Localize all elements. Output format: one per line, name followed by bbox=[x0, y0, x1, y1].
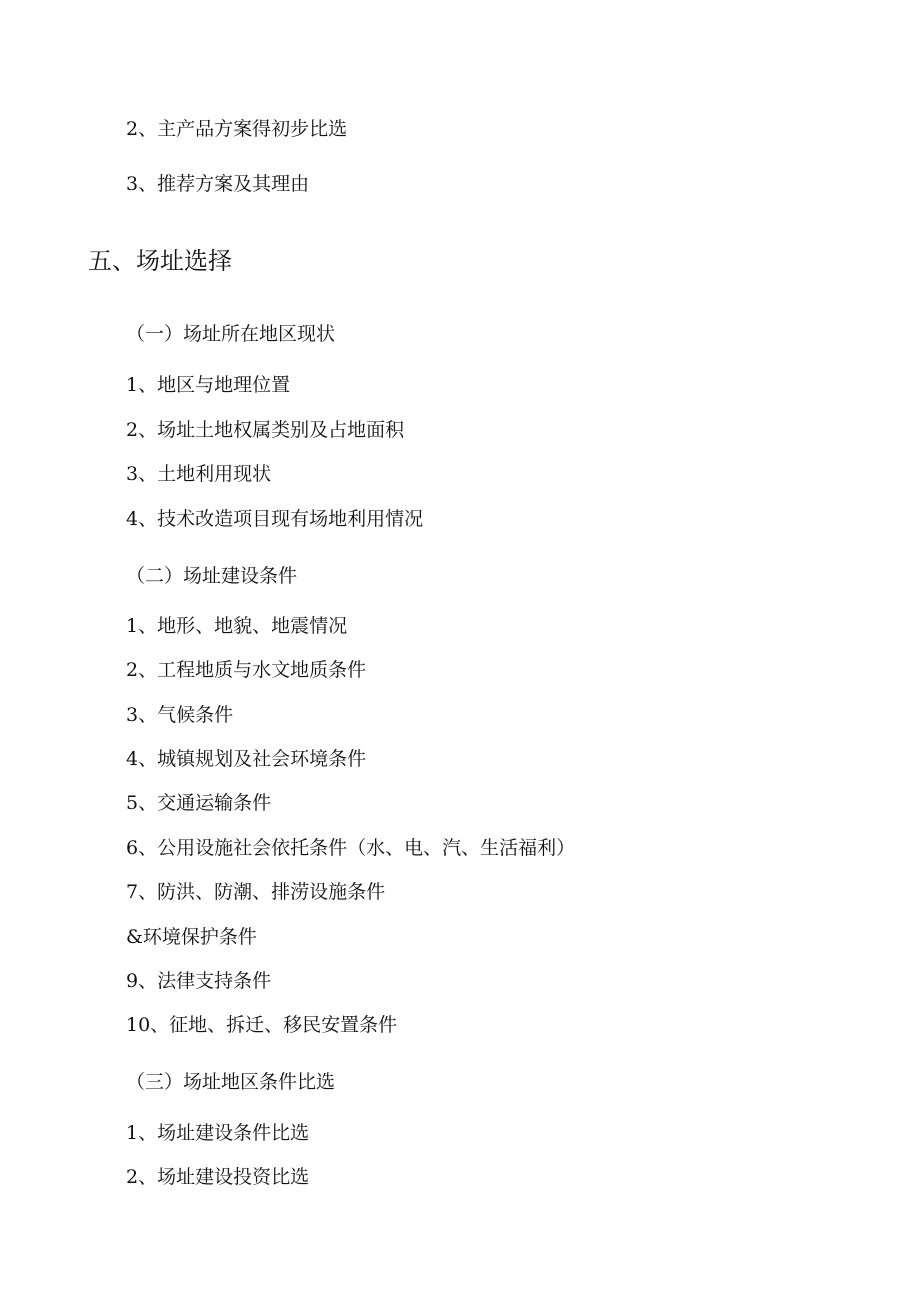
list-item: 2、场址土地权属类别及占地面积 bbox=[126, 419, 405, 441]
list-item: 4、技术改造项目现有场地利用情况 bbox=[126, 508, 424, 530]
list-item: 5、交通运输条件 bbox=[126, 792, 272, 814]
list-item: 9、法律支持条件 bbox=[126, 970, 272, 992]
list-item: 3、土地利用现状 bbox=[126, 463, 272, 485]
list-item: 2、场址建设投资比选 bbox=[126, 1166, 310, 1188]
section-title: （三）场址地区条件比选 bbox=[126, 1071, 336, 1093]
section-title: （一）场址所在地区现状 bbox=[126, 323, 336, 345]
list-item: 2、主产品方案得初步比选 bbox=[126, 118, 348, 140]
list-item: 1、地区与地理位置 bbox=[126, 374, 291, 396]
chapter-title: 五、场址选择 bbox=[88, 247, 232, 275]
list-item: 1、地形、地貌、地震情况 bbox=[126, 615, 348, 637]
list-item: 4、城镇规划及社会环境条件 bbox=[126, 748, 367, 770]
list-item: 10、征地、拆迁、移民安置条件 bbox=[126, 1014, 398, 1036]
list-item: 3、推荐方案及其理由 bbox=[126, 173, 310, 195]
section-title: （二）场址建设条件 bbox=[126, 565, 298, 587]
list-item: &环境保护条件 bbox=[126, 926, 257, 948]
list-item: 3、气候条件 bbox=[126, 704, 234, 726]
list-item: 2、工程地质与水文地质条件 bbox=[126, 659, 367, 681]
list-item: 6、公用设施社会依托条件（水、电、汽、生活福利） bbox=[126, 837, 576, 859]
list-item: 1、场址建设条件比选 bbox=[126, 1122, 310, 1144]
list-item: 7、防洪、防潮、排涝设施条件 bbox=[126, 881, 386, 903]
